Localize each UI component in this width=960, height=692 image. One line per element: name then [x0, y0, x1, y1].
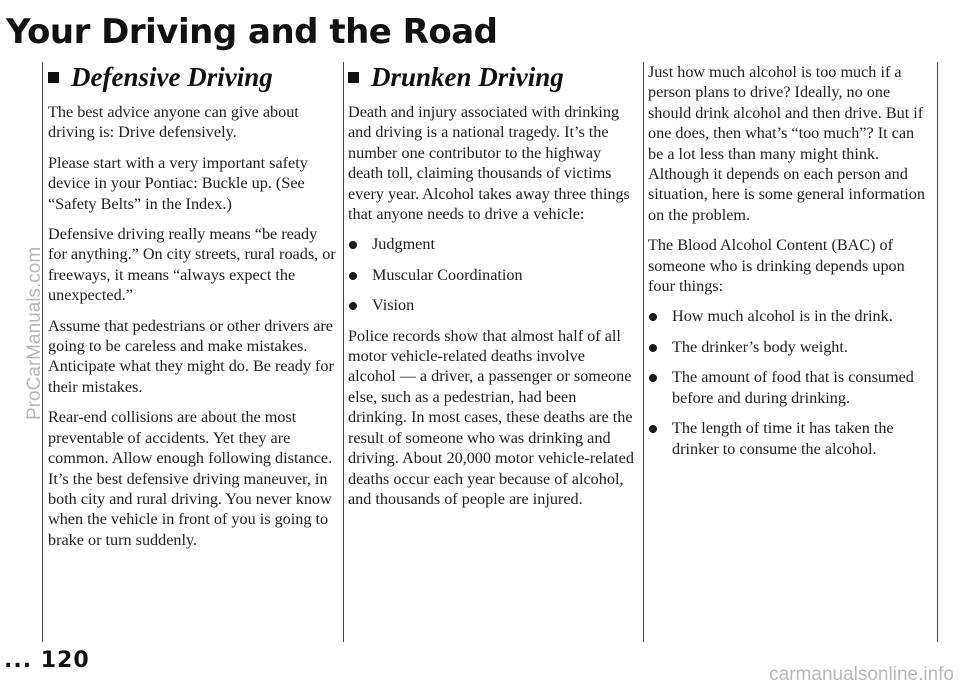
square-bullet-icon	[48, 72, 59, 83]
list-item-text: The drinker’s body weight.	[672, 337, 848, 356]
paragraph: The Blood Alcohol Content (BAC) of someone who is drinking depends upon four things:	[648, 236, 905, 296]
section-heading-drunken-driving	[348, 62, 636, 92]
list-item	[648, 337, 930, 357]
column-rule	[643, 62, 644, 642]
column-defensive-driving	[48, 62, 336, 560]
list-item	[648, 418, 930, 459]
bullet-dot-icon	[649, 425, 657, 433]
bullet-list	[348, 234, 636, 315]
paragraph: The best advice anyone can give about driving is: Drive defensively.	[48, 103, 299, 142]
list-item	[348, 265, 636, 285]
bullet-dot-icon	[649, 374, 657, 382]
watermark-bottom: carmanualsonline.info	[769, 664, 954, 685]
paragraph: Death and injury associated with drinking and driving is a national tragedy. It’s the number one contributor to the highway death toll, claiming thousands of victims every year. Alcohol takes away three things that anyone needs to drive a vehicle:	[348, 103, 630, 224]
list-item	[648, 367, 930, 408]
bullet-dot-icon	[349, 302, 357, 310]
list-item	[348, 295, 636, 315]
page-header: Your Driving and the Road	[6, 12, 498, 52]
list-item-text: Vision	[372, 296, 415, 315]
paragraph: Assume that pedestrians or other drivers are going to be careless and make mistakes. Anticipate what they might do. Be ready for their mistakes.	[48, 316, 334, 396]
list-item	[648, 306, 930, 326]
paragraph: Just how much alcohol is too much if a person plans to drive? Ideally, no one should drink alcohol and then drive. But if one does, then what’s “too much”? It can be a lot less than many might think. Although it depends on each person and situation, here is some general information on the problem.	[648, 63, 925, 224]
watermark-side: ProCarManuals.com	[24, 246, 45, 420]
paragraph: Please start with a very important safety device in your Pontiac: Buckle up. (See “Safety Belts” in the Index.)	[48, 153, 308, 213]
column-rule	[937, 62, 938, 642]
section-heading-text: Drunken Driving	[371, 62, 564, 92]
bullet-dot-icon	[649, 313, 657, 321]
paragraph: Defensive driving really means “be ready for anything.” On city streets, rural roads, or freeways, it means “always expect the unexpected.”	[48, 225, 336, 305]
list-item-text: How much alcohol is in the drink.	[672, 307, 893, 326]
bullet-list	[648, 306, 930, 458]
column-drunken-driving	[348, 62, 636, 519]
list-item	[348, 234, 636, 254]
page-number: ... 120	[4, 648, 90, 673]
list-item-text: The amount of food that is consumed before and during drinking.	[672, 368, 914, 407]
section-heading-defensive-driving	[48, 62, 336, 92]
bullet-dot-icon	[349, 241, 357, 249]
paragraph: Rear-end collisions are about the most preventable of accidents. Yet they are common. Allow enough following distance. It’s the best defensive driving maneuver, in both city and rural driving. You never know when the vehicle in front of you is going to brake or turn suddenly.	[48, 408, 333, 549]
bullet-dot-icon	[349, 272, 357, 280]
section-heading-text: Defensive Driving	[71, 62, 273, 92]
list-item-text: Judgment	[372, 235, 435, 254]
column-bac	[648, 62, 930, 469]
paragraph: Police records show that almost half of all motor vehicle-related deaths involve alcohol — a driver, a passenger or someone else, such as a pedestrian, had been drinking. In most cases, these deaths are the result of someone who was drinking and driving. About 20,000 motor vehicle-related deaths occur each year because of alcohol, and thousands of people are injured.	[348, 326, 634, 508]
bullet-dot-icon	[649, 344, 657, 352]
column-rule	[343, 62, 344, 642]
square-bullet-icon	[348, 72, 359, 83]
list-item-text: The length of time it has taken the drinker to consume the alcohol.	[672, 419, 894, 458]
list-item-text: Muscular Coordination	[372, 265, 523, 284]
